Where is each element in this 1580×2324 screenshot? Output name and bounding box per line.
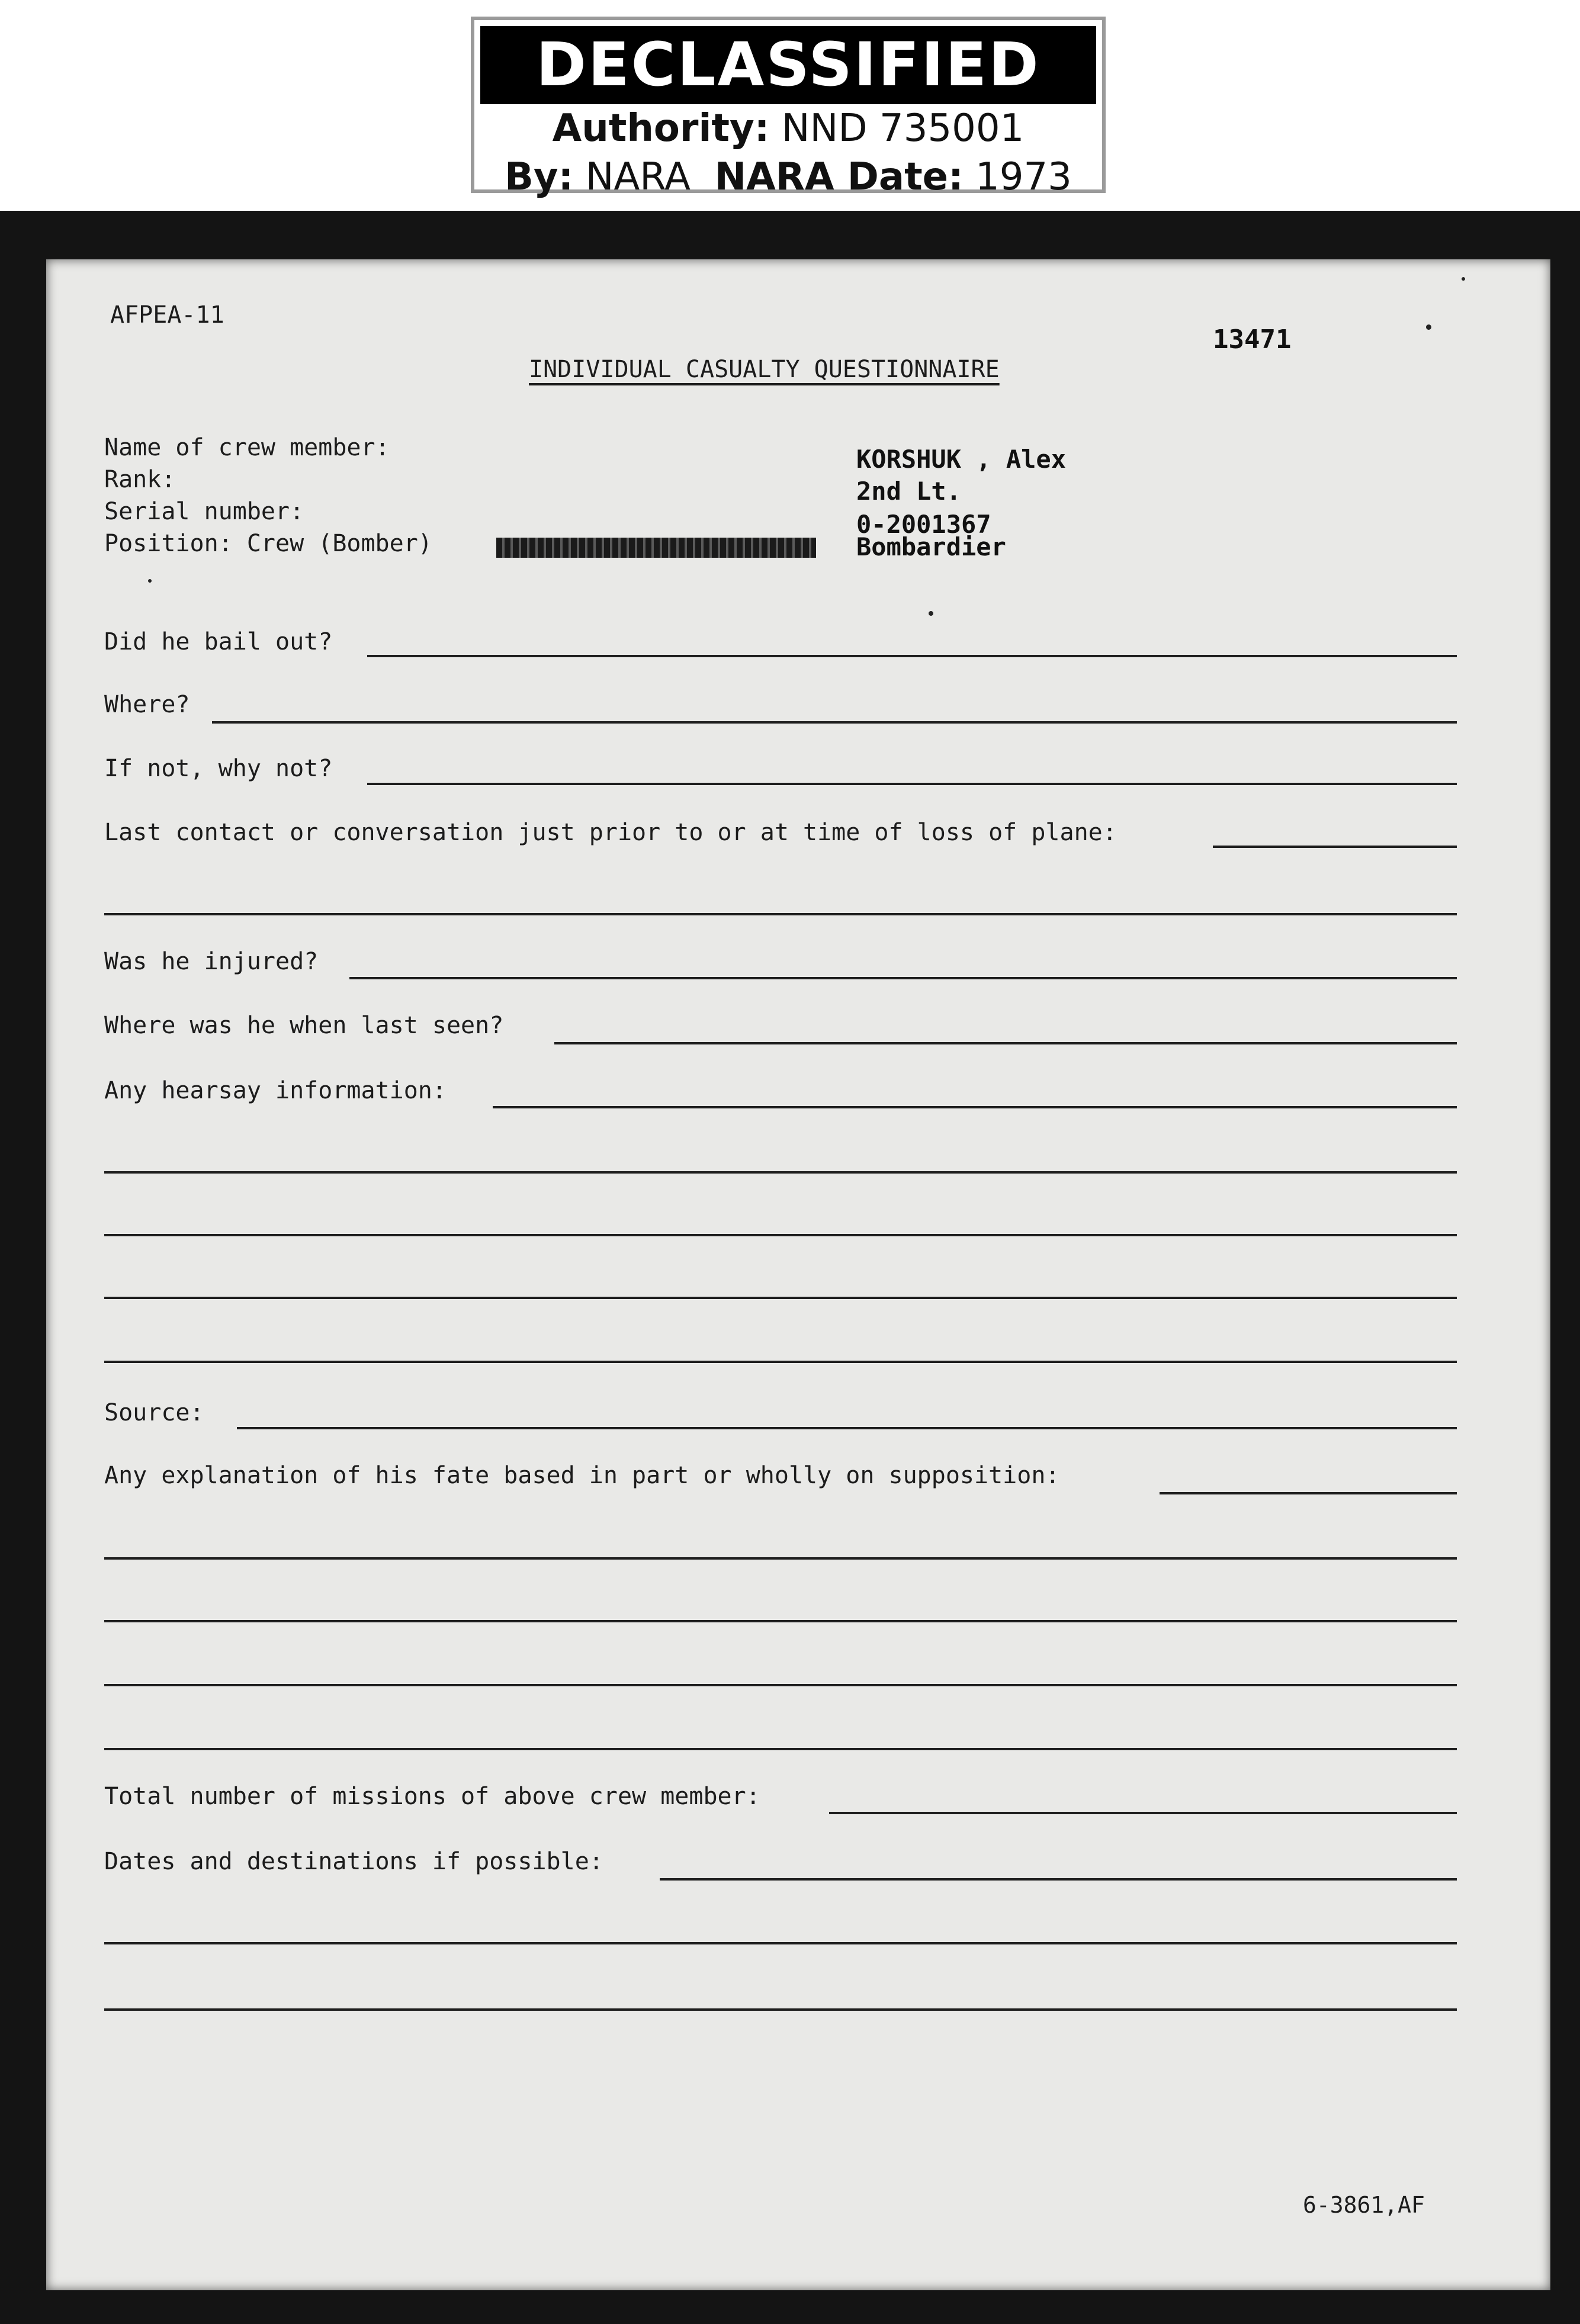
- position-value: Bombardier: [856, 532, 1006, 561]
- questionnaire-page: [46, 259, 1550, 2290]
- crew-name-value: KORSHUK , Alex: [856, 445, 1067, 474]
- injured-label: Was he injured?: [104, 948, 319, 975]
- bail-out-answer-line: [367, 655, 1457, 657]
- stamp-date-label: NARA Date:: [714, 155, 964, 199]
- missions-label: Total number of missions of above crew member:: [104, 1783, 760, 1810]
- last-contact-label: Last contact or conversation just prior to or at time of loss of plane:: [104, 819, 1117, 846]
- scan-speck: [148, 579, 152, 583]
- form-footer-code: 6-3861,AF: [1303, 2192, 1425, 2218]
- last-seen-answer-line: [554, 1042, 1457, 1044]
- explanation-answer-line-2: [104, 1557, 1457, 1560]
- stamp-by-date: [474, 155, 1102, 199]
- dates-answer-line-2: [104, 1942, 1457, 1944]
- form-id: AFPEA-11: [110, 301, 224, 329]
- position-label: Position: Crew (Bomber): [104, 530, 432, 557]
- last-contact-answer-line-1: [1213, 846, 1457, 848]
- bail-out-label: Did he bail out?: [104, 628, 333, 655]
- explanation-answer-line-5: [104, 1748, 1457, 1750]
- stamp-by-label: By:: [505, 155, 574, 199]
- stamp-title: DECLASSIFIED: [480, 26, 1096, 104]
- document-number: 13471: [1213, 324, 1292, 355]
- stamp-date-value: 1973: [975, 155, 1072, 199]
- dates-answer-line-1: [660, 1878, 1457, 1881]
- last-contact-answer-line-2: [104, 913, 1457, 915]
- explanation-answer-line-1: [1160, 1492, 1457, 1494]
- rank-value: 2nd Lt.: [856, 477, 962, 506]
- source-answer-line: [237, 1427, 1457, 1429]
- declassified-stamp: [471, 17, 1106, 199]
- redacted-strikeout: [496, 538, 816, 558]
- where-answer-line: [212, 721, 1457, 724]
- scan-speck: [929, 611, 933, 616]
- source-label: Source:: [104, 1399, 204, 1426]
- stamp-by-value: NARA: [585, 155, 691, 199]
- explanation-answer-line-3: [104, 1620, 1457, 1622]
- dates-destinations-label: Dates and destinations if possible:: [104, 1848, 603, 1875]
- hearsay-label: Any hearsay information:: [104, 1077, 447, 1104]
- hearsay-answer-line-2: [104, 1171, 1457, 1174]
- injured-answer-line: [349, 977, 1457, 979]
- scan-frame: [0, 211, 1580, 2324]
- dates-answer-line-3: [104, 2008, 1457, 2011]
- last-seen-label: Where was he when last seen?: [104, 1012, 504, 1039]
- explanation-answer-line-4: [104, 1684, 1457, 1686]
- page-title: INDIVIDUAL CASUALTY QUESTIONNAIRE: [529, 356, 1000, 383]
- scan-speck: [1426, 324, 1431, 330]
- explanation-label: Any explanation of his fate based in part or wholly on supposition:: [104, 1462, 1060, 1489]
- missions-answer-line: [829, 1812, 1457, 1814]
- serial-number-value: 0-2001367: [856, 510, 991, 539]
- hearsay-answer-line-4: [104, 1297, 1457, 1299]
- rank-label: Rank:: [104, 466, 176, 493]
- hearsay-answer-line-3: [104, 1234, 1457, 1236]
- if-not-answer-line: [367, 783, 1457, 785]
- hearsay-answer-line-1: [493, 1106, 1457, 1108]
- hearsay-answer-line-5: [104, 1361, 1457, 1363]
- stamp-authority: [474, 107, 1102, 150]
- stamp-authority-value: NND 735001: [781, 107, 1025, 150]
- serial-number-label: Serial number:: [104, 498, 304, 525]
- scan-speck: [1462, 277, 1465, 281]
- crew-name-label: Name of crew member:: [104, 434, 390, 461]
- if-not-label: If not, why not?: [104, 755, 333, 782]
- where-label: Where?: [104, 691, 190, 718]
- stamp-authority-label: Authority:: [552, 107, 770, 150]
